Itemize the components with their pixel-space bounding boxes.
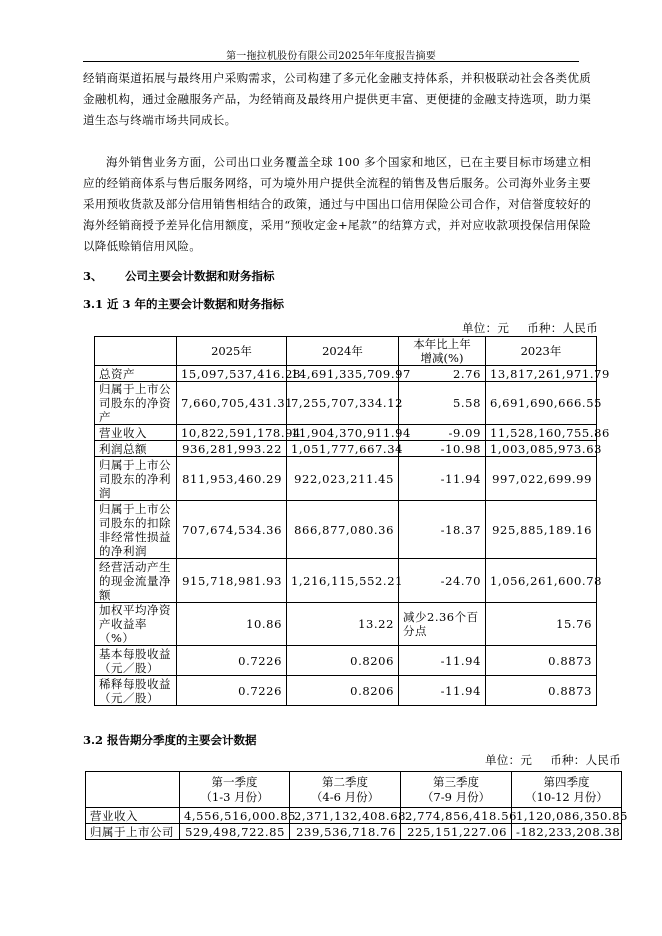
currency-label: 币种：人民币 [550,753,622,767]
table-cell: 0.8873 [486,676,597,706]
quarter-period: （1-3 月份） [200,789,269,804]
table-cell: 1,051,777,667.34 [287,441,399,457]
table-header-cell [95,337,177,366]
table-header-row [95,337,597,366]
table-cell: 0.8206 [287,676,399,706]
unit-label: 单位：元 [485,753,533,767]
table-cell: 1,120,086,350.85 [512,808,622,824]
table-row [95,603,597,646]
row-label: 加权平均净资产收益率（%） [95,603,177,646]
table-row [95,366,597,382]
table-cell: 15.76 [486,603,597,646]
row-label: 归属于上市公司 [86,824,180,840]
unit-note-quarterly [485,752,621,768]
table-cell: 1,216,115,552.21 [287,559,399,603]
table-cell: 2,774,856,418.56 [401,808,512,824]
row-label: 归属于上市公司股东的扣除非经常性损益的净利润 [95,501,177,559]
table-cell: 5.58 [399,382,486,425]
table-cell: 6,691,690,666.55 [486,382,597,425]
currency-label: 币种：人民币 [527,321,599,335]
table-row [86,808,622,824]
row-label: 基本每股收益（元／股） [95,646,177,676]
table-cell: 1,003,085,973.63 [486,441,597,457]
table-row [95,457,597,501]
table-cell: -18.37 [399,501,486,559]
row-label: 营业收入 [86,808,180,824]
row-label: 经营活动产生的现金流量净额 [95,559,177,603]
table-cell: -11.94 [399,676,486,706]
table-cell: -9.09 [399,425,486,441]
table-header-cell [512,772,622,808]
table-header-cell [290,772,401,808]
table-cell: 936,281,993.22 [177,441,287,457]
row-label: 营业收入 [95,425,177,441]
table-cell: 15,097,537,416.28 [177,366,287,382]
quarter-period: （7-9 月份） [421,789,491,804]
quarter-period: （10-12 月份） [525,789,608,804]
table-cell: 529,498,722.85 [180,824,290,840]
table-cell: 225,151,227.06 [401,824,512,840]
table-cell: 997,022,699.99 [486,457,597,501]
quarter-name: 第一季度 [211,774,258,789]
table-cell: 14,691,335,709.97 [287,366,399,382]
paragraph-financing: 经销商渠道拓展与最终用户采购需求，公司构建了多元化金融支持体系，并积极联动社会各类优质金融机构，通过金融服务产品，为经销商及最终用户提供更丰富、更便捷的金融支持选项，助力渠道生态与终端市场共同成长。 [83,71,591,127]
table-cell: 13,817,261,971.79 [486,366,597,382]
table-header-cell: 本年比上年 增减(%) [399,337,486,366]
annual-financial-table [94,336,610,706]
table-cell: 4,556,516,000.85 [180,808,290,824]
table-header-row [86,772,622,808]
section-heading-3 [83,268,275,284]
table-cell: 0.8873 [486,646,597,676]
table-cell: 10,822,591,178.94 [177,425,287,441]
table-row [95,441,597,457]
table-header-cell [401,772,512,808]
table-cell: 13.22 [287,603,399,646]
table-cell: 925,885,189.16 [486,501,597,559]
table-cell: 707,674,534.36 [177,501,287,559]
quarter-period: （4-6 月份） [310,789,380,804]
table-cell: 10.86 [177,603,287,646]
table-cell: 1,056,261,600.78 [486,559,597,603]
table-cell: 11,528,160,755.86 [486,425,597,441]
quarter-name: 第三季度 [433,774,479,789]
table-header-cell: 2024年 [287,337,399,366]
table-cell: 915,718,981.93 [177,559,287,603]
row-label: 稀释每股收益（元／股） [95,676,177,706]
table-row [95,382,597,425]
subsection-heading-3-1: 3.1 近 3 年的主要会计数据和财务指标 [83,297,285,311]
table-cell: 811,953,460.29 [177,457,287,501]
table-cell: 0.7226 [177,646,287,676]
table-header-cell [86,772,180,808]
row-label: 归属于上市公司股东的净资产 [95,382,177,425]
table-cell: 0.7226 [177,676,287,706]
row-label: 归属于上市公司股东的净利润 [95,457,177,501]
table-cell: 922,023,211.45 [287,457,399,501]
row-label: 总资产 [95,366,177,382]
table-row [95,501,597,559]
quarterly-financial-table [85,771,629,840]
subsection-heading-3-2: 3.2 报告期分季度的主要会计数据 [83,733,257,747]
table-cell: 11,904,370,911.94 [287,425,399,441]
page-header: 第一拖拉机股份有限公司2025年年度报告摘要 [226,51,436,62]
table-header-cell: 2025年 [177,337,287,366]
header-rule [83,61,579,62]
table-row [95,425,597,441]
table-cell: 0.8206 [287,646,399,676]
table-cell: 239,536,718.76 [290,824,401,840]
unit-note-annual [462,320,598,336]
quarter-name: 第四季度 [543,774,590,789]
table-cell: -11.94 [399,646,486,676]
paragraph-overseas-sales: 海外销售业务方面，公司出口业务覆盖全球 100 多个国家和地区，已在主要目标市场建立相应的经销商体系与售后服务网络，可为境外用户提供全流程的销售及售后服务。公司海外业务主要采用预收货款及部分信用销售相结合的政策，通过与中国出口信用保险公司合作，对信誉度较好的海外经销商授予差异化信用额度，采用“预收定金+尾款”的结算方式，并对应收款项投保信用保险以降低赊销信用风险。 [83,155,591,253]
section-number: 3、 [83,269,103,283]
quarter-name: 第二季度 [322,774,368,789]
table-row [95,676,597,706]
table-cell: 866,877,080.36 [287,501,399,559]
table-cell: 7,660,705,431.31 [177,382,287,425]
table-cell: 2.76 [399,366,486,382]
table-header-cell: 2023年 [486,337,597,366]
table-cell: -11.94 [399,457,486,501]
table-row [95,559,597,603]
table-row [95,646,597,676]
table-cell: -10.98 [399,441,486,457]
table-cell: 7,255,707,334.12 [287,382,399,425]
table-header-cell [180,772,290,808]
row-label: 利润总额 [95,441,177,457]
unit-label: 单位：元 [462,321,510,335]
table-cell: 减少2.36个百分点 [399,603,486,646]
section-title: 公司主要会计数据和财务指标 [125,269,275,283]
table-cell: -182,233,208.38 [512,824,622,840]
table-cell: -24.70 [399,559,486,603]
table-row [86,824,622,840]
table-cell: 2,371,132,408.68 [290,808,401,824]
